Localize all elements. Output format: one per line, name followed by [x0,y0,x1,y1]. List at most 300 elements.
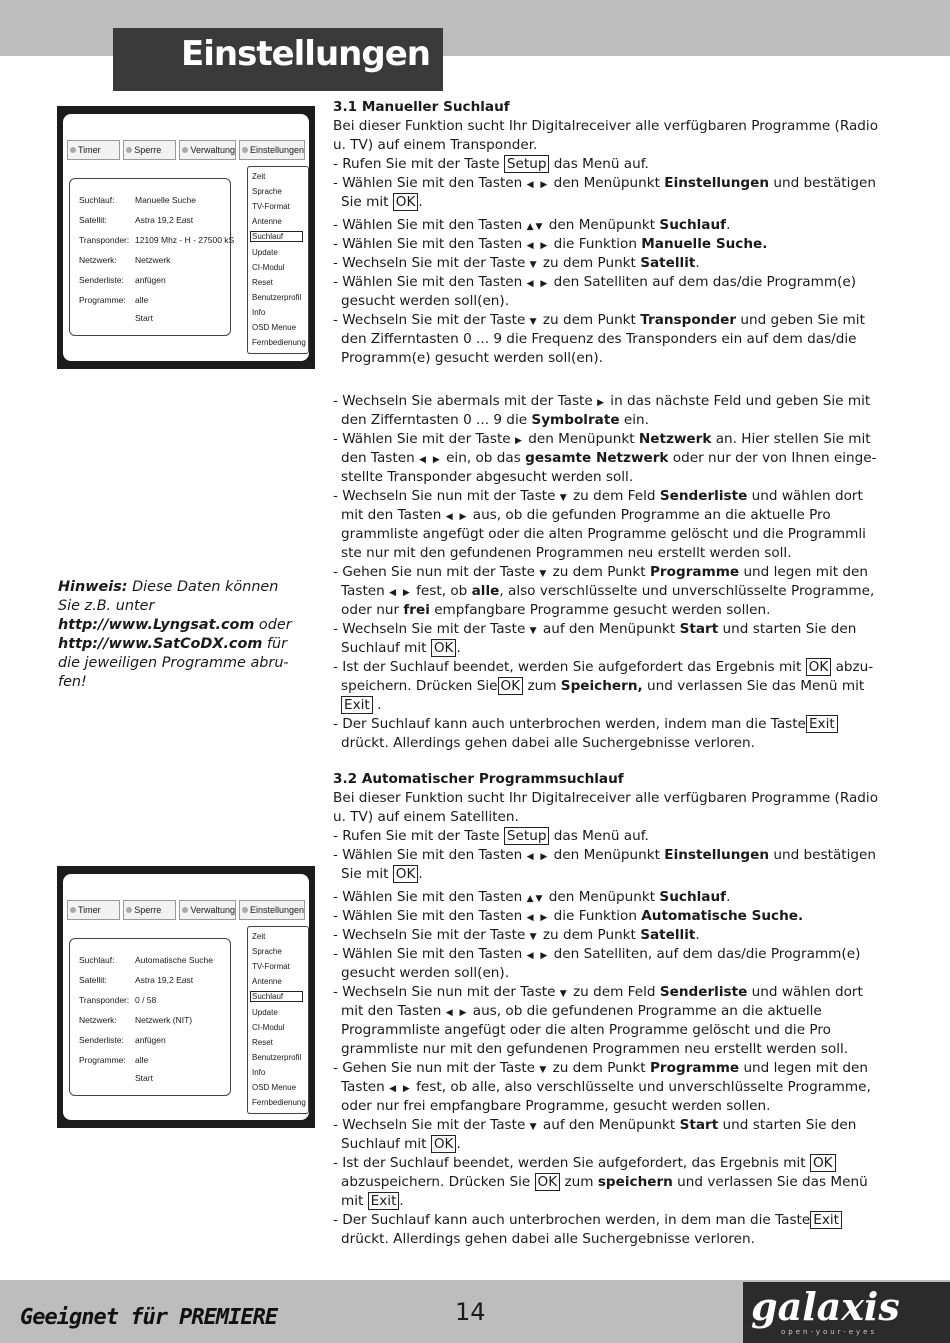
keyword: Satellit [640,927,696,943]
setting-value: Automatische Suche [135,955,213,965]
keyword: Senderliste [659,488,748,504]
menu-item: TV-Format [252,202,290,211]
screen-inner [63,874,309,1120]
hint-text: für [262,636,288,652]
text-part: zu dem Punkt [548,1060,650,1076]
ok-key: OK [431,639,457,657]
text-part: - Wählen Sie mit den Tasten [333,217,527,233]
text-line [333,563,868,584]
keyword: Senderliste [659,984,748,1000]
text-part: den Menüpunkt [544,217,660,233]
text-line [341,582,874,603]
setting-value: Astra 19,2 East [135,215,194,225]
text-part: - Wechseln Sie nun mit der Taste [333,984,560,1000]
text-part: den Menüpunkt [549,175,665,191]
text-part: und legen mit den [739,1060,868,1076]
down-arrow-icon: ▼ [529,932,539,942]
start-label: Start [135,313,153,323]
text-part: . [418,194,423,210]
text-line [333,827,649,846]
text-line [341,193,423,212]
text-part: das Menü auf. [549,828,649,844]
text-part: den Menüpunkt [549,847,665,863]
keyword: Start [679,1117,719,1133]
text-line [333,715,838,734]
text-line [341,677,864,696]
hint-url: http://www.Lyngsat.com [58,617,255,633]
ok-key: OK [431,1135,457,1153]
screen-manual-search [57,106,315,369]
menu-item: Update [252,1008,278,1017]
section-heading: 3.2 Automatischer Programmsuchlauf [333,771,624,787]
text-part: speichern. Drücken Sie [341,678,498,694]
screen-auto-search [57,866,315,1128]
text-part: in das nächste Feld und geben Sie mit [605,393,871,409]
down-arrow-icon: ▼ [539,1065,549,1075]
ok-key: OK [535,1173,561,1191]
text-part: - Wählen Sie mit der Taste [333,431,515,447]
premiere-logo: Geeignet für PREMIERE [20,1305,278,1330]
text-part: die Funktion [549,236,642,252]
hint-note [58,578,298,692]
text-part: . [418,866,423,882]
down-arrow-icon: ▼ [559,989,569,999]
text-part: und wählen dort [747,488,863,504]
text-line: Programm(e) gesucht werden soll(en). [341,350,603,366]
text-part: . [399,1193,404,1209]
keyword: frei [403,602,430,618]
exit-key: Exit [806,715,838,733]
text-part: . [726,217,731,233]
text-part: Suchlauf mit [341,640,431,656]
setting-key: Satellit: [79,975,107,985]
text-line: oder nur frei empfangbare Programme, gesucht werden sollen. [341,1098,771,1114]
text-line [341,639,461,658]
text-part: - Der Suchlauf kann auch unterbrochen werden, indem man die Taste [333,716,806,732]
text-part: mit [341,1193,368,1209]
menu-item: OSD Menue [252,323,297,332]
menu-item: Update [252,248,278,257]
text-line [333,1154,836,1173]
keyword: Suchlauf [659,217,727,233]
text-part: oder nur der von Ihnen einge- [668,450,877,466]
text-line: drückt. Allerdings gehen dabei alle Suchergebnisse verloren. [341,1231,755,1247]
text-line [333,174,876,195]
text-part: - Wechseln Sie mit der Taste [333,621,530,637]
text-part: den Zifferntasten 0 ... 9 die [341,412,532,428]
text-part: auf den Menüpunkt [538,621,680,637]
text-part: empfangbare Programme gesucht werden sollen. [429,602,771,618]
tab-label: Timer [78,145,101,155]
exit-key: Exit [341,696,373,714]
text-line [333,392,870,413]
text-part: oder nur [341,602,404,618]
text-line [333,487,863,508]
setting-key: Netzwerk: [79,255,117,265]
setting-key: Transponder: [79,235,130,245]
text-line [341,411,649,430]
keyword: alle [471,583,500,599]
text-part: . [726,889,731,905]
menu-item: Sprache [252,947,282,956]
keyword: Transponder [640,312,737,328]
menu-item: Benutzerprofil [252,293,302,302]
text-part: . [695,927,700,943]
text-line [333,311,865,332]
setting-value: Netzwerk [135,255,171,265]
keyword: gesamte Netzwerk [525,450,669,466]
tab-label: Verwaltung [190,905,235,915]
text-part: und bestätigen [769,847,876,863]
keyword: Programme [649,564,740,580]
menu-item: CI-Modul [252,1023,285,1032]
text-line [333,658,873,677]
text-part: den Tasten [341,450,420,466]
text-part: - Wählen Sie mit den Tasten [333,274,527,290]
setting-key: Programme: [79,1055,126,1065]
bullet-icon [70,907,76,913]
text-part: - Rufen Sie mit der Taste [333,156,504,172]
keyword: Programme [649,1060,740,1076]
text-line [341,601,770,620]
keyword: Einstellungen [664,175,770,191]
tab-timer [67,140,120,160]
text-part: und verlassen Sie das Menü [672,1174,868,1190]
hint-line: Sie z.B. unter [58,598,155,614]
bullet-icon [126,907,132,913]
text-part: - Wählen Sie mit den Tasten [333,889,527,905]
text-part: den Satelliten, auf dem das/die Programm(e) [549,946,861,962]
tab-label: Einstellungen [249,145,305,155]
tab-label: Sperre [134,905,162,915]
tab-einstellungen [239,140,305,160]
text-part: zu dem Feld [568,488,660,504]
setting-key: Suchlauf: [79,955,115,965]
text-line [341,1192,404,1211]
setting-value: alle [135,295,149,305]
left-right-arrows-icon: ◀ ▶ [526,180,550,190]
keyword: Netzwerk [638,431,712,447]
left-right-arrows-icon: ◀ ▶ [389,1084,412,1094]
text-part: zu dem Punkt [538,927,641,943]
start-label: Start [135,1073,153,1083]
text-line [333,216,730,237]
text-part: - Wählen Sie mit den Tasten [333,236,527,252]
ok-key: OK [498,677,524,695]
ok-key: OK [810,1154,836,1172]
text-line [333,254,700,275]
text-part: - Wechseln Sie mit der Taste [333,312,530,328]
exit-key: Exit [810,1211,842,1229]
settings-box [69,178,235,336]
setup-key: Setup [504,827,550,845]
bullet-icon [182,907,188,913]
setting-value: Astra 19,2 East [135,975,194,985]
hint-line [58,635,298,654]
screen-inner [63,114,309,361]
side-menu [247,166,309,354]
text-line: stellte Transponder abgesucht werden soll. [341,469,634,485]
text-part: zu dem Feld [568,984,660,1000]
text-part: . [456,1136,461,1152]
brand-slogan: open-your-eyes [781,1328,878,1336]
setting-value: Netzwerk (NIT) [135,1015,193,1025]
menu-item: Reset [252,278,273,287]
down-arrow-icon: ▼ [529,626,539,636]
text-part: mit den Tasten [341,1003,446,1019]
menu-item: Reset [252,1038,273,1047]
setting-value: alle [135,1055,149,1065]
setting-value: 12109 Mhz - H - 27500 kS [135,235,235,245]
text-part: zu dem Punkt [538,255,641,271]
menu-item: Zeit [252,932,266,941]
text-line: Programmliste angefügt oder die alten Programme gelöscht und die Pro [341,1022,831,1038]
text-part: auf den Menüpunkt [538,1117,680,1133]
tab-einstellungen [239,900,305,920]
text-part: aus, ob die gefundenen Programme an die aktuelle [468,1003,822,1019]
galaxis-logo [743,1282,950,1343]
text-part: das Menü auf. [549,156,649,172]
text-part: und starten Sie den [718,1117,857,1133]
text-part: , also verschlüsselte und unverschlüsselte Programme, [499,583,875,599]
text-line [341,1173,868,1192]
text-part: mit den Tasten [341,507,446,523]
hint-text: oder [254,617,292,633]
text-part: fest, ob alle, also verschlüsselte und unverschlüsselte Programme, [411,1079,871,1095]
bullet-icon [242,907,248,913]
text-line [333,846,876,867]
menu-item: Sprache [252,187,282,196]
text-line: u. TV) auf einem Satelliten. [333,809,519,825]
menu-item: CI-Modul [252,263,285,272]
menu-item: Info [252,308,266,317]
hint-text: Diese Daten können [127,579,279,595]
text-line [333,155,649,174]
text-line [333,620,856,641]
right-arrow-icon: ▶ [514,436,524,446]
left-right-arrows-icon: ◀ ▶ [526,241,550,251]
brand-name: galaxis [751,1284,900,1329]
page-number: 14 [455,1298,486,1326]
setting-key: Satellit: [79,215,107,225]
exit-key: Exit [368,1192,400,1210]
text-part: den Menüpunkt [523,431,639,447]
text-part: den Satelliten auf dem das/die Programm(e) [549,274,857,290]
text-line [333,430,871,451]
text-line: Bei dieser Funktion sucht Ihr Digitalreceiver alle verfügbaren Programme (Radio [333,118,879,134]
menu-item-selected: Suchlauf [250,231,303,242]
text-part: zum [560,1174,598,1190]
setting-key: Transponder: [79,995,130,1005]
text-part: zu dem Punkt [548,564,650,580]
text-part: - Gehen Sie nun mit der Taste [333,564,540,580]
bullet-icon [242,147,248,153]
text-part: . [456,640,461,656]
hint-line [58,578,298,597]
text-part: - Wählen Sie mit den Tasten [333,946,527,962]
left-right-arrows-icon: ◀ ▶ [526,279,550,289]
text-part: Sie mit [341,866,393,882]
menu-item: TV-Format [252,962,290,971]
text-line [333,888,730,909]
setup-key: Setup [504,155,550,173]
text-part: zum [523,678,561,694]
tab-label: Sperre [134,145,162,155]
left-right-arrows-icon: ◀ ▶ [419,455,442,465]
title-bar [113,28,443,91]
text-part: - Wechseln Sie abermals mit der Taste [333,393,598,409]
side-menu [247,926,309,1114]
text-part: - Wählen Sie mit den Tasten [333,847,527,863]
text-part: - Rufen Sie mit der Taste [333,828,504,844]
right-arrow-icon: ▶ [597,398,606,408]
keyword: Automatische Suche. [641,908,804,924]
hint-url: http://www.SatCoDX.com [58,636,263,652]
setting-value: Manuelle Suche [135,195,196,205]
text-part: die Funktion [549,908,642,924]
setting-key: Senderliste: [79,1035,124,1045]
tab-verwaltung [179,140,236,160]
text-part: Tasten [341,1079,390,1095]
up-down-arrows-icon: ▲▼ [526,894,545,904]
text-part: aus, ob die gefunden Programme an die aktuelle Pro [468,507,831,523]
tab-label: Einstellungen [249,905,305,915]
text-part: und legen mit den [739,564,868,580]
text-line: gesucht werden soll(en). [341,965,510,981]
hint-line: fen! [58,674,87,690]
text-part: - Wechseln Sie mit der Taste [333,255,530,271]
up-down-arrows-icon: ▲▼ [526,222,545,232]
text-line: u. TV) auf einem Transponder. [333,137,538,153]
section-heading: 3.1 Manueller Suchlauf [333,99,510,115]
left-right-arrows-icon: ◀ ▶ [445,512,469,522]
text-line: gesucht werden soll(en). [341,293,510,309]
setting-key: Suchlauf: [79,195,115,205]
keyword: Speichern, [560,678,643,694]
text-part: den Menüpunkt [544,889,660,905]
setting-value: anfügen [135,275,166,285]
tab-label: Timer [78,905,101,915]
text-part: und starten Sie den [718,621,857,637]
hint-label: Hinweis: [58,579,128,595]
text-line [333,926,700,947]
text-line [333,907,803,928]
tab-timer [67,900,120,920]
text-part: abzu- [831,659,874,675]
text-line [341,865,423,884]
text-part: - Der Suchlauf kann auch unterbrochen werden, in dem man die Taste [333,1212,811,1228]
bullet-icon [182,147,188,153]
text-line [333,235,767,256]
text-line [333,945,860,966]
text-part: - Wechseln Sie nun mit der Taste [333,488,560,504]
menu-item-selected: Suchlauf [250,991,303,1002]
text-part: - Ist der Suchlauf beendet, werden Sie aufgefordert das Ergebnis mit [333,659,806,675]
text-part: Suchlauf mit [341,1136,431,1152]
text-part: Sie mit [341,194,393,210]
bullet-icon [126,147,132,153]
down-arrow-icon: ▼ [529,1122,539,1132]
down-arrow-icon: ▼ [529,260,539,270]
ok-key: OK [393,865,419,883]
setting-key: Netzwerk: [79,1015,117,1025]
menu-item: Fernbedienung [252,338,306,347]
text-part: ein, ob das [441,450,526,466]
text-part: ein. [619,412,649,428]
text-line: Bei dieser Funktion sucht Ihr Digitalreceiver alle verfügbaren Programme (Radio [333,790,879,806]
text-part: . [695,255,700,271]
menu-item: Antenne [252,977,282,986]
text-line [341,506,831,527]
text-part: an. Hier stellen Sie mit [711,431,871,447]
menu-item: Benutzerprofil [252,1053,302,1062]
text-part: abzuspeichern. Drücken Sie [341,1174,535,1190]
text-part: - Gehen Sie nun mit der Taste [333,1060,540,1076]
text-line: drückt. Allerdings gehen dabei alle Suchergebnisse verloren. [341,735,755,751]
settings-box [69,938,231,1096]
text-line [341,696,381,715]
menu-item: Antenne [252,217,282,226]
tab-sperre [123,900,176,920]
hint-line: die jeweiligen Programme abru- [58,655,289,671]
text-part: - Wählen Sie mit den Tasten [333,175,527,191]
tab-label: Verwaltung [190,145,235,155]
text-part: - Wechseln Sie mit der Taste [333,927,530,943]
text-line [341,1078,871,1099]
menu-item: Fernbedienung [252,1098,306,1107]
left-right-arrows-icon: ◀ ▶ [526,913,550,923]
keyword: Einstellungen [664,847,770,863]
tab-row [67,140,305,160]
text-line: grammliste angefügt oder die alten Programme gelöscht und die Programmli [341,526,866,542]
left-right-arrows-icon: ◀ ▶ [445,1008,469,1018]
text-line: grammliste nur mit den gefundenen Programmen neu erstellt werden soll. [341,1041,849,1057]
keyword: Manuelle Suche. [641,236,768,252]
text-part: zu dem Punkt [538,312,641,328]
text-part: Tasten [341,583,390,599]
text-part: und wählen dort [747,984,863,1000]
text-part: . [372,697,382,713]
tab-sperre [123,140,176,160]
text-line [341,1135,461,1154]
setting-key: Programme: [79,295,126,305]
text-part: und geben Sie mit [736,312,865,328]
text-part: - Wechseln Sie mit der Taste [333,1117,530,1133]
left-right-arrows-icon: ◀ ▶ [526,852,550,862]
menu-item: Info [252,1068,266,1077]
bullet-icon [70,147,76,153]
left-right-arrows-icon: ◀ ▶ [526,951,550,961]
down-arrow-icon: ▼ [529,317,539,327]
keyword: Suchlauf [659,889,727,905]
setting-value: 0 / 58 [135,995,157,1005]
page-title: Einstellungen [181,34,430,74]
keyword: speichern [597,1174,673,1190]
keyword: Symbolrate [531,412,620,428]
text-line [341,1002,822,1023]
hint-line [58,616,298,635]
text-part: - Ist der Suchlauf beendet, werden Sie aufgefordert, das Ergebnis mit [333,1155,810,1171]
ok-key: OK [806,658,832,676]
keyword: Satellit [640,255,696,271]
down-arrow-icon: ▼ [539,569,549,579]
text-line [333,1211,842,1230]
text-line [333,273,856,294]
down-arrow-icon: ▼ [559,493,569,503]
text-line [333,1059,868,1080]
text-part: und verlassen Sie das Menü mit [642,678,865,694]
text-part: fest, ob [411,583,472,599]
